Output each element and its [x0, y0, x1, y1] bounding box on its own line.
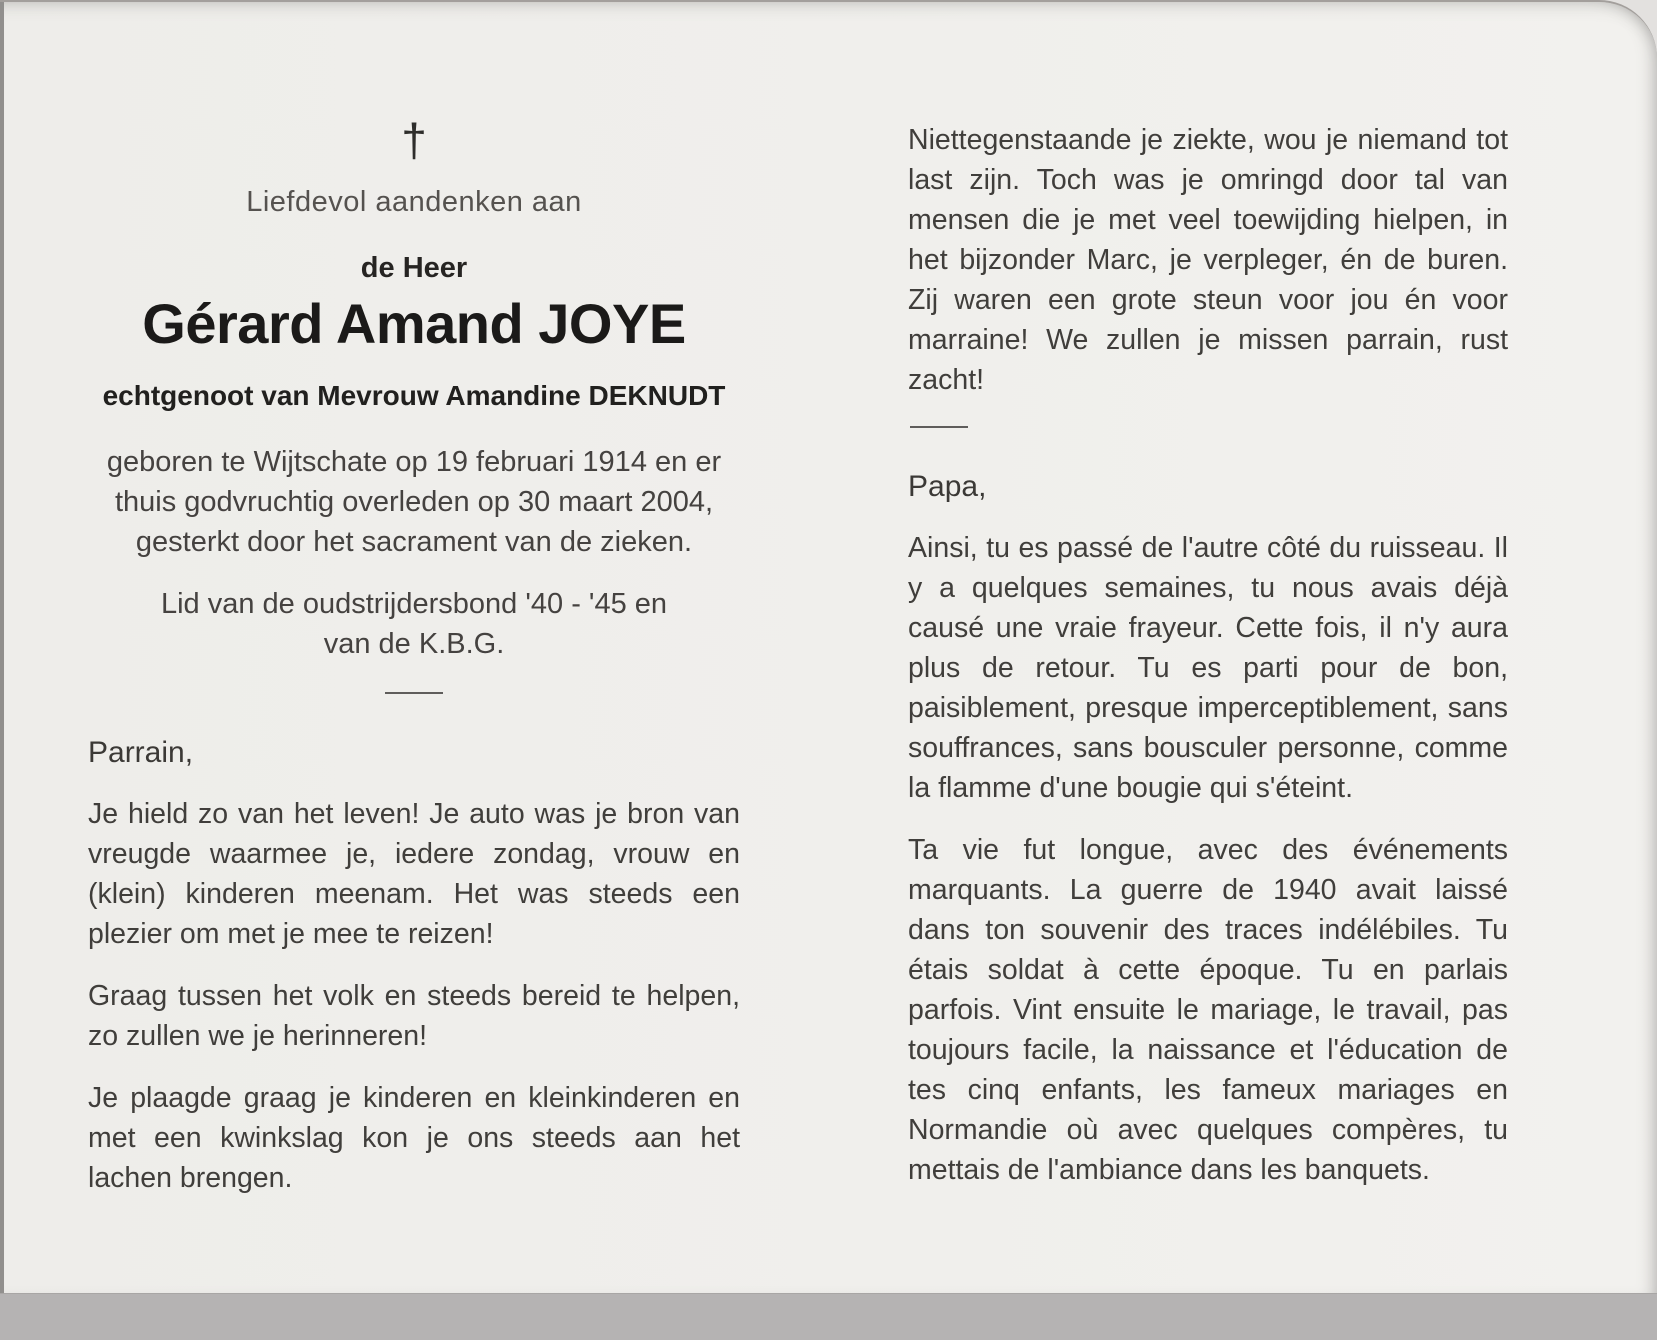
section-divider — [910, 426, 968, 428]
life-dates-paragraph: geboren te Wijtschate op 19 februari 1914 en er thuis godvruchtig overleden op 30 maart 2004, gesterkt door het sacrament van de zieken. — [106, 446, 722, 558]
salutation-parrain: Parrain, — [88, 736, 194, 769]
left-paragraph: Je hield zo van het leven! Je auto was je bron van vreugde waarmee je, iedere zondag, vrouw en (klein) kinderen meenam. Het was steeds een plezier om met je mee te reizen! — [88, 798, 740, 950]
membership-paragraph: Lid van de oudstrijdersbond '40 - '45 en van de K.B.G. — [160, 588, 668, 660]
left-page — [88, 112, 740, 1198]
deceased-name: Gérard Amand JOYE — [142, 292, 686, 355]
left-paragraph: Je plaagde graag je kinderen en kleinkinderen en met een kwinkslag kon je ons steeds aan het lachen brengen. — [88, 1082, 740, 1194]
dedication-line: Liefdevol aandenken aan — [246, 186, 582, 218]
section-divider — [385, 692, 443, 694]
left-paragraph: Graag tussen het volk en steeds bereid te helpen, zo zullen we je herinneren! — [88, 980, 740, 1052]
scanner-background-strip — [0, 1293, 1657, 1340]
card-left-edge — [0, 2, 4, 1295]
right-intro-paragraph: Niettegenstaande je ziekte, wou je niemand tot last zijn. Toch was je omringd door tal van mensen die je met veel toewijding hielpen, in het bijzonder Marc, je verpleger, én de buren. Zij waren een grote steun voor jou én voor marraine! We zullen je missen parrain, rust zacht! — [908, 124, 1508, 396]
right-paragraph: Ta vie fut longue, avec des événements marquants. La guerre de 1940 avait laissé dans ton souvenir des traces indélébiles. Tu étais soldat à cette époque. Tu en parlais parfois. Vint ensuite le mariage, le travail, pas toujours facile, la naissance et l'éducation de tes cinq enfants, les fameux mariages en Normandie où avec quelques compères, tu mettais de l'ambiance dans les banquets. — [908, 834, 1508, 1186]
honorific-line: de Heer — [360, 252, 468, 284]
cross-icon: † — [401, 114, 427, 166]
spouse-line: echtgenoot van Mevrouw Amandine DEKNUDT — [102, 380, 726, 411]
salutation-papa: Papa, — [908, 470, 987, 503]
right-paragraph: Ainsi, tu es passé de l'autre côté du ruisseau. Il y a quelques semaines, tu nous avais déjà causé une vraie frayeur. Cette fois, il n'y aura plus de retour. Tu es parti pour de bon, paisiblement, presque imperceptiblement, sans souffrances, sans bousculer personne, comme la flamme d'une bougie qui s'éteint. — [908, 532, 1508, 804]
right-page — [908, 120, 1508, 1190]
